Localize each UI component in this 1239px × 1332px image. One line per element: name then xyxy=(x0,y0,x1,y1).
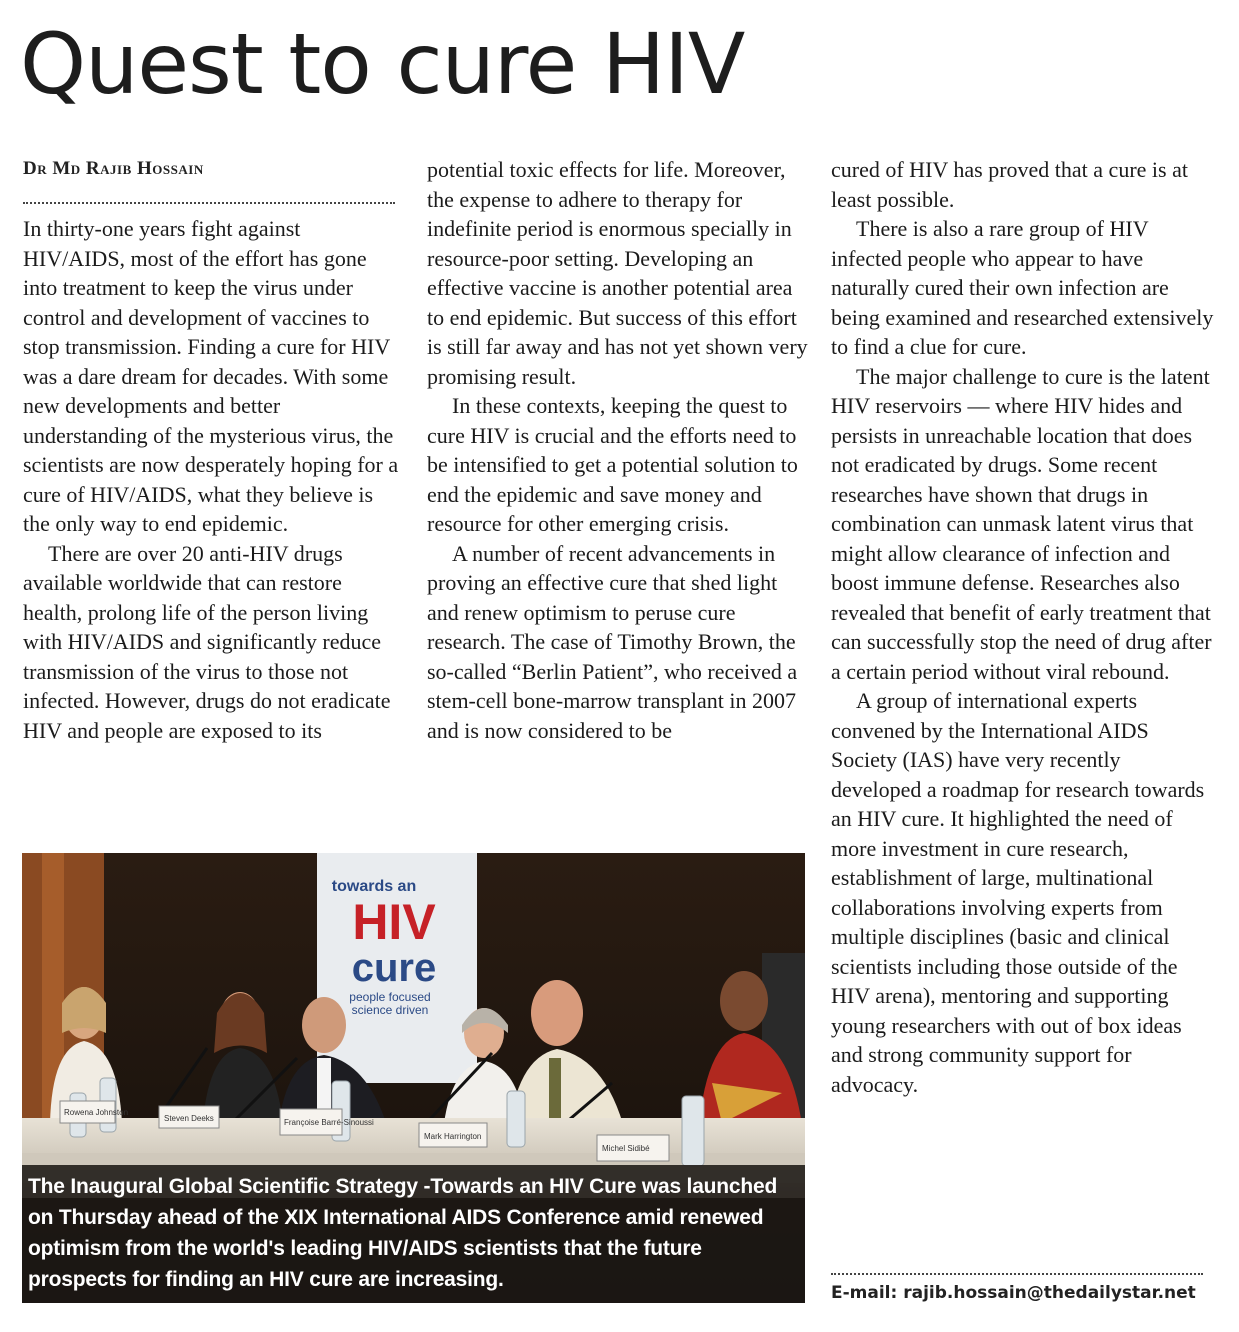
article-column-2 xyxy=(427,155,811,745)
paragraph: The major challenge to cure is the latent HIV reservoirs — where HIV hides and persists in unreachable location that does not eradicated by drugs. Some recent researches have shown that drugs in combination can unmask latent virus that might allow clearance of infection and boost immune defense. Researches also revealed that benefit of early treatment that can successfully stop the need of drug after a certain period without viral rebound. xyxy=(831,363,1212,684)
paragraph: A number of recent advancements in proving an effective cure that shed light and renew optimism to peruse cure research. The case of Timothy Brown, the so-called “Berlin Patient”, who received a stem-cell bone-marrow transplant in 2007 and is now considered to be xyxy=(427,540,798,743)
name-card: Rowena Johnston xyxy=(64,1108,129,1117)
article-column-1 xyxy=(23,214,405,745)
banner-tagline: science driven xyxy=(351,1003,429,1017)
paragraph: A group of international experts convened by the International AIDS Society (IAS) have very recently developed a roadmap for research towards an HIV cure. It highlighted the need of more investment in cure research, establishment of large, multinational collaborations involving experts from multiple disciplines (basic and clinical scientists including those outside of the HIV arena), mentoring and supporting young researchers with out of box ideas and strong community support for advocacy. xyxy=(831,688,1205,1097)
paragraph: There is also a rare group of HIV infected people who appear to have naturally cured their own infection are being examined and researched extensively to find a clue for cure. xyxy=(831,216,1214,359)
banner-cure-word: cure xyxy=(351,946,437,990)
paragraph: In these contexts, keeping the quest to cure HIV is crucial and the efforts need to be intensified to get a potential solution to end the epidemic and save money and resource for other emerging crisis. xyxy=(427,393,798,536)
name-card: Michel Sidibé xyxy=(602,1144,650,1153)
name-card: Françoise Barré-Sinoussi xyxy=(284,1118,374,1127)
paragraph: cured of HIV has proved that a cure is at least possible. xyxy=(831,157,1188,212)
paragraph: There are over 20 anti-HIV drugs available worldwide that can restore health, prolong life of the person living with HIV/AIDS and significantly reduce transmission of the virus to those not infected. However, drugs do not eradicate HIV and people are exposed to its xyxy=(23,540,391,743)
photo-caption: The Inaugural Global Scientific Strategy -Towards an HIV Cure was launched on Thursday ahead of the XIX International AIDS Conference amid renewed optimism from the world's leading HIV/AIDS scientists that the future prospects for finding an HIV cure are increasing. xyxy=(22,1165,805,1303)
byline-divider xyxy=(23,202,395,204)
name-card: Steven Deeks xyxy=(164,1114,214,1123)
author-email: E-mail: rajib.hossain@thedailystar.net xyxy=(831,1283,1196,1303)
banner-hiv-logo: HIV xyxy=(352,894,436,950)
name-card: Mark Harrington xyxy=(424,1132,482,1141)
paragraph: In thirty-one years fight against HIV/AIDS, most of the effort has gone into treatment to keep the virus under control and development of vaccines to stop transmission. Finding a cure for HIV was a dare dream for decades. With some new developments and better understanding of the mysterious virus, the scientists are now desperately hoping for a cure of HIV/AIDS, what they believe is the only way to end epidemic. xyxy=(23,216,399,536)
paragraph: potential toxic effects for life. Moreover, the expense to adhere to therapy for indefinite period is enormous specially in resource-poor setting. Developing an effective vaccine is another potential area to end epidemic. But success of this effort is still far away and has not yet shown very promising result. xyxy=(427,157,808,389)
article-column-3 xyxy=(831,155,1215,1099)
banner-tagline: people focused xyxy=(349,990,431,1004)
byline: Dr Md Rajib Hossain xyxy=(23,158,204,179)
conference-photo xyxy=(22,853,805,1303)
headline: Quest to cure HIV xyxy=(20,15,745,113)
footer-divider xyxy=(831,1273,1203,1275)
banner-text: towards an xyxy=(331,878,417,895)
